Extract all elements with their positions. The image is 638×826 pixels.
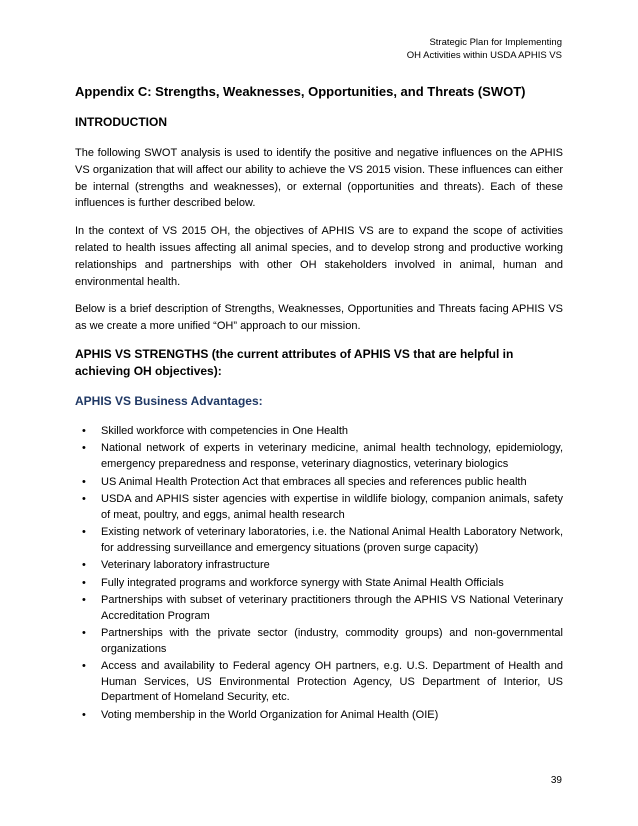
intro-paragraph-2: In the context of VS 2015 OH, the objectives of APHIS VS are to expand the scope of activities related to health issues affecting all animal species, and to develop strong and productive working relationships and partnerships with other OH stakeholders involved in animal, human and environmental health. — [75, 225, 563, 288]
list-item-text: Partnerships with subset of veterinary practitioners through the APHIS VS National Veterinary Accreditation Program — [101, 594, 563, 622]
appendix-title: Appendix C: Strengths, Weaknesses, Opportunities, and Threats (SWOT) — [75, 84, 526, 99]
list-item — [75, 475, 563, 491]
list-item-text: Skilled workforce with competencies in One Health — [101, 424, 349, 437]
bullet-icon: • — [82, 627, 86, 640]
list-item — [75, 558, 563, 574]
intro-paragraph-3: Below is a brief description of Strengths, Weaknesses, Opportunities and Threats facing APHIS VS as we create a more unified “OH” approach to our mission. — [75, 303, 563, 333]
bullet-icon: • — [82, 594, 86, 607]
business-advantages-heading: APHIS VS Business Advantages: — [75, 393, 263, 408]
page-content — [75, 84, 563, 725]
list-item-text: Partnerships with the private sector (industry, commodity groups) and non-governmental organizations — [101, 627, 563, 655]
list-item — [75, 659, 563, 706]
bullet-icon: • — [82, 576, 86, 589]
bullet-icon: • — [82, 475, 86, 488]
bullet-icon: • — [82, 708, 86, 721]
strengths-list — [75, 424, 563, 724]
list-item-text: Fully integrated programs and workforce synergy with State Animal Health Officials — [101, 576, 504, 589]
intro-paragraph-1: The following SWOT analysis is used to identify the positive and negative influences on the APHIS VS organization that will affect our ability to achieve the VS 2015 vision. These influences can either be internal (strengths and weaknesses), or external (opportunities and threats). Each of these influences is further described below. — [75, 147, 563, 210]
list-item — [75, 492, 563, 523]
bullet-icon: • — [82, 559, 86, 572]
list-item-text: Voting membership in the World Organization for Animal Health (OIE) — [101, 708, 439, 721]
bullet-icon: • — [82, 660, 86, 673]
header-line-1: Strategic Plan for Implementing — [429, 37, 562, 48]
header-line-2: OH Activities within USDA APHIS VS — [406, 50, 562, 61]
list-item — [75, 424, 563, 440]
list-item-text: Veterinary laboratory infrastructure — [101, 559, 270, 572]
bullet-icon: • — [82, 526, 86, 539]
list-item — [75, 593, 563, 624]
bullet-icon: • — [82, 442, 86, 455]
strengths-heading: APHIS VS STRENGTHS (the current attributes of APHIS VS that are helpful in achieving OH objectives): — [75, 346, 514, 378]
list-item-text: USDA and APHIS sister agencies with expertise in wildlife biology, companion animals, safety of meat, poultry, and eggs, animal health research — [101, 493, 563, 521]
list-item — [75, 626, 563, 657]
list-item — [75, 708, 563, 724]
introduction-heading: INTRODUCTION — [75, 115, 167, 129]
list-item-text: US Animal Health Protection Act that embraces all species and references public health — [101, 475, 527, 488]
list-item-text: Existing network of veterinary laboratories, i.e. the National Animal Health Laboratory Network, for addressing surveillance and emergency situations (proven surge capacity) — [101, 526, 563, 554]
list-item-text: Access and availability to Federal agency OH partners, e.g. U.S. Department of Health and Human Services, US Environmental Protection Agency, US Department of Interior, US Department of Homeland Security, etc. — [101, 660, 563, 704]
list-item — [75, 441, 563, 472]
list-item — [75, 525, 563, 556]
list-item-text: National network of experts in veterinary medicine, animal health technology, epidemiology, emergency preparedness and response, veterinary diagnostics, veterinary biologics — [101, 442, 563, 471]
bullet-icon: • — [82, 424, 86, 437]
list-item — [75, 576, 563, 592]
bullet-icon: • — [82, 493, 86, 506]
page-number: 39 — [550, 775, 562, 786]
running-header — [407, 36, 562, 62]
